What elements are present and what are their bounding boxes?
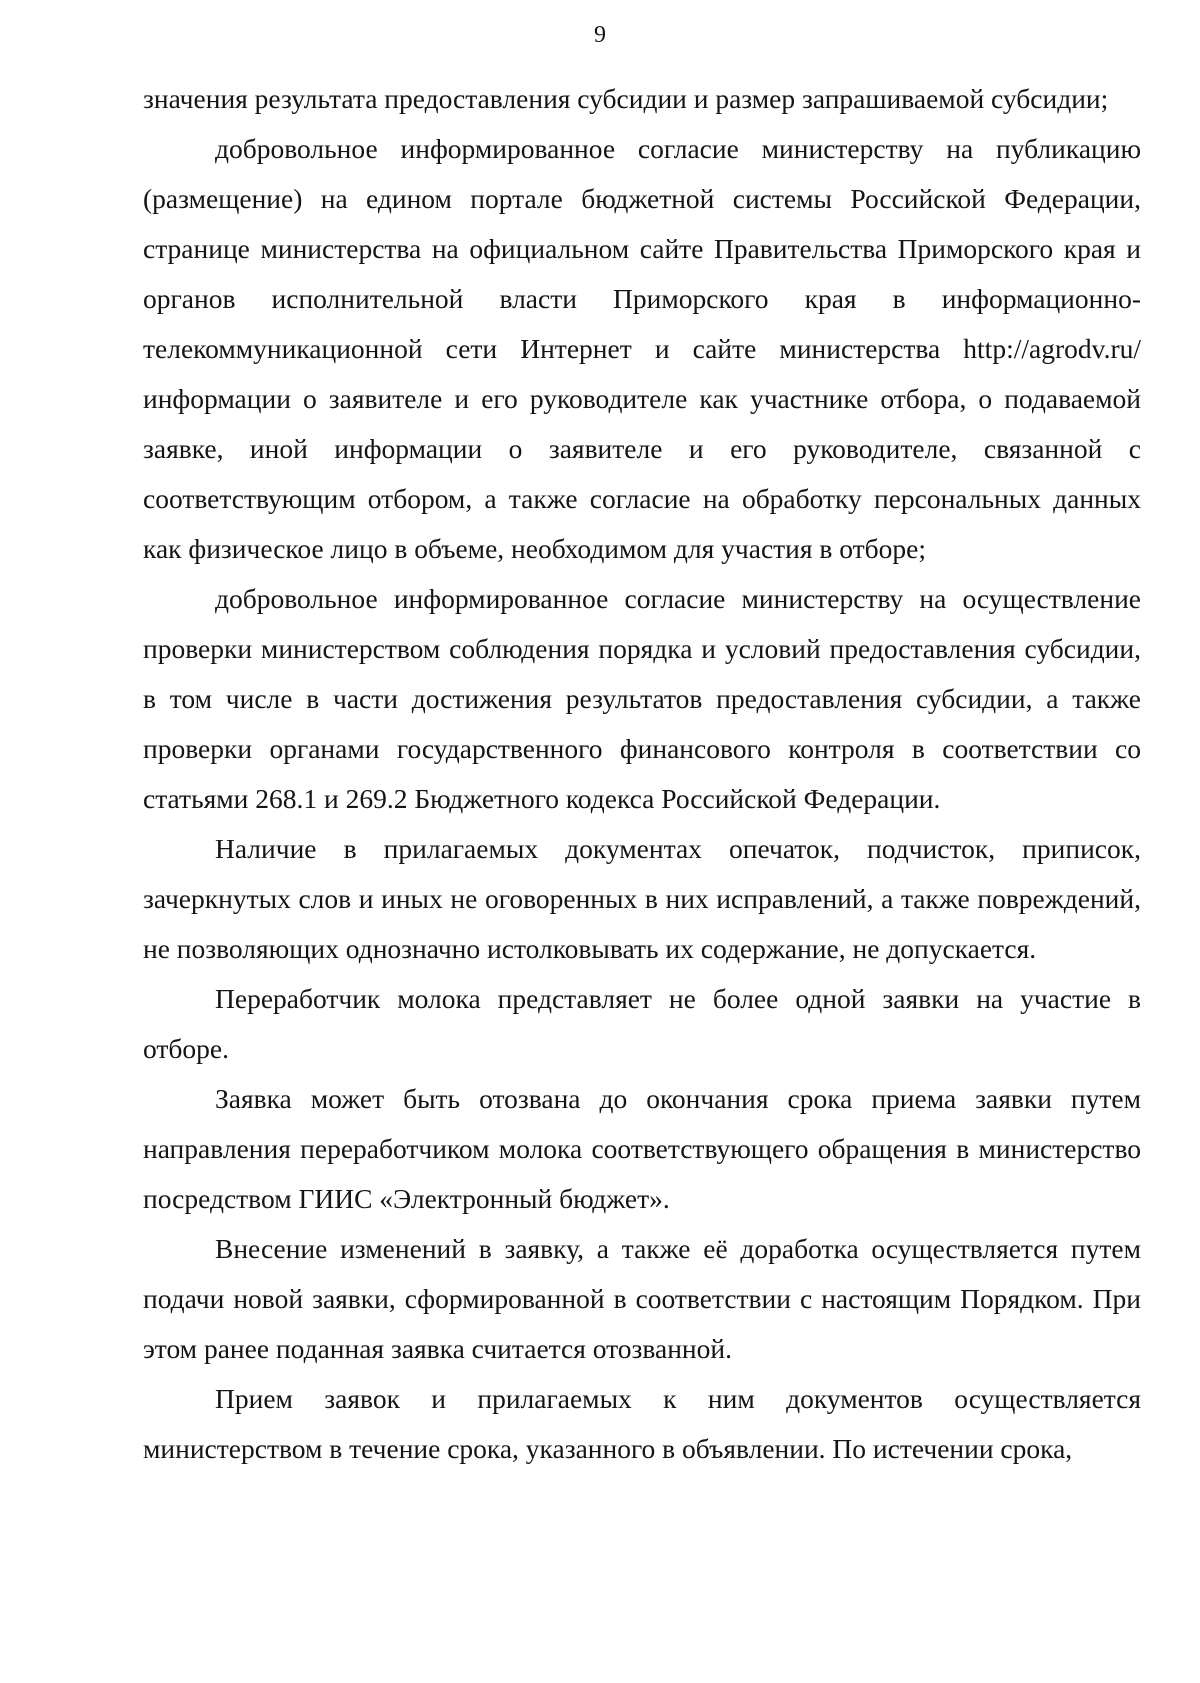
document-body — [143, 74, 1141, 1474]
paragraph: Наличие в прилагаемых документах опечаток, подчисток, приписок, зачеркнутых слов и иных не оговоренных в них исправлений, а также повреждений, не позволяющих однозначно истолковывать их содержание, не допускается. — [143, 833, 1141, 964]
paragraph: значения результата предоставления субсидии и размер запрашиваемой субсидии; — [143, 83, 1109, 114]
paragraph: добровольное информированное согласие министерству на публикацию (размещение) на едином портале бюджетной системы Российской Федерации, странице министерства на официальном сайте Правительства Приморского края и органов исполнительной власти Приморского края в информационно-телекоммуникационной сети Интернет и сайте министерства http://agrodv.ru/ информации о заявителе и его руководителе как участнике отбора, о подаваемой заявке, иной информации о заявителе и его руководителе, связанной с соответствующим отбором, а также согласие на обработку персональных данных как физическое лицо в объеме, необходимом для участия в отборе; — [143, 133, 1141, 564]
paragraph: добровольное информированное согласие министерству на осуществление проверки министерством соблюдения порядка и условий предоставления субсидии, в том числе в части достижения результатов предоставления субсидии, а также проверки органами государственного финансового контроля в соответствии со статьями 268.1 и 269.2 Бюджетного кодекса Российской Федерации. — [143, 583, 1141, 814]
page-number: 9 — [594, 22, 606, 48]
paragraph: Заявка может быть отозвана до окончания срока приема заявки путем направления переработчиком молока соответствующего обращения в министерство посредством ГИИС «Электронный бюджет». — [143, 1083, 1141, 1214]
paragraph: Переработчик молока представляет не более одной заявки на участие в отборе. — [143, 983, 1141, 1064]
paragraph: Прием заявок и прилагаемых к ним документов осуществляется министерством в течение срока, указанного в объявлении. По истечении срока, — [143, 1383, 1141, 1464]
paragraph: Внесение изменений в заявку, а также её доработка осуществляется путем подачи новой заявки, сформированной в соответствии с настоящим Порядком. При этом ранее поданная заявка считается отозванной. — [143, 1233, 1141, 1364]
